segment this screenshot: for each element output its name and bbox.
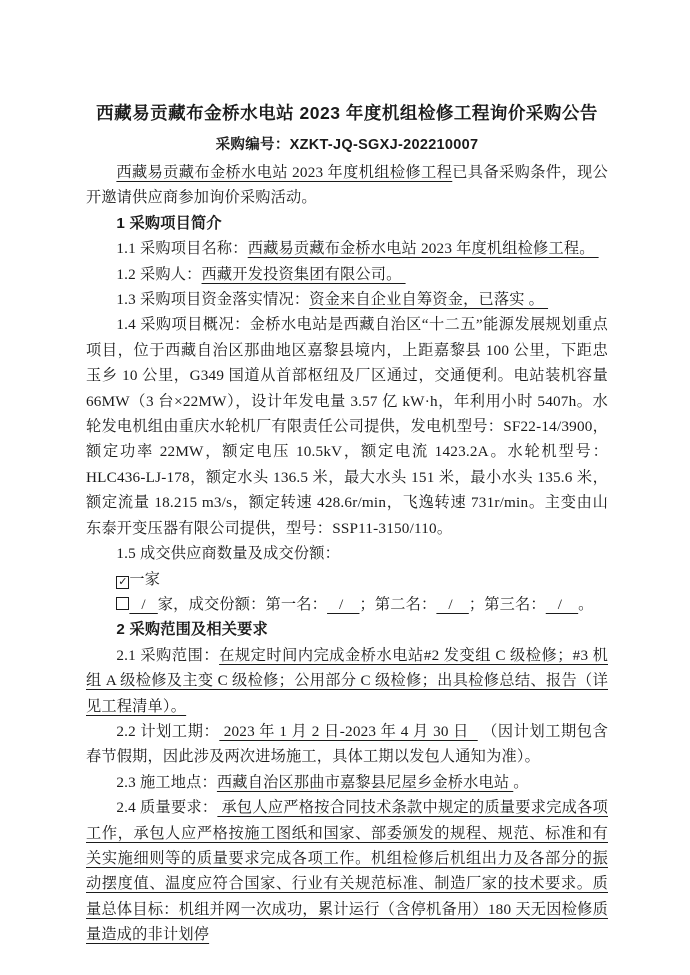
text-run: / [129, 595, 158, 613]
text-run: 。 [578, 595, 594, 613]
text-run: 1.4 采购项目概况：金桥水电站是西藏自治区“十二五”能源发展规划重点项目，位于西藏自治区那曲地区嘉黎县境内，上距嘉黎县 100 公里，下距忠玉乡 10 公里，G349 国道从首部枢纽及厂区通过，交通便利。电站装机容量 66MW（3 台×22MW），设计年发电量 3.57 亿 kW·h，年利用小时 5407h。水轮发电机组由重庆水轮机厂有限责任公司提供，发电机型号：SF22-14/3900，额定功率 22MW，额定电压 10.5kV，额定电流 1423.2A。水轮机型号：HLC436-LJ-178，额定水头 136.5 米，最大水头 151 米，最小水头 135.6 米，额定流量 18.215 m3/s，额定转速 428.6r/min，飞逸转速 731r/min。主变由山东泰开变压器有限公司提供，型号：SSP11-3150/110。 [86, 316, 608, 537]
checkbox-empty-icon [116, 597, 129, 610]
section-2-heading: 2 采购范围及相关要求 [116, 621, 268, 639]
text-run: 2.1 采购范围： [116, 646, 220, 664]
clause-2-4-quality [86, 795, 608, 947]
text-run: 2.2 计划工期： [116, 722, 220, 740]
text-run: 2023 年 1 月 2 日-2023 年 4 月 30 日 [219, 722, 478, 740]
text-run: 1.2 采购人： [116, 265, 202, 283]
text-run: 1.1 采购项目名称： [116, 240, 248, 258]
text-run: / [327, 595, 360, 613]
text-run: 2.3 施工地点： [116, 773, 217, 791]
text-run: 一家 [129, 570, 161, 588]
section-1-heading: 1 采购项目简介 [116, 214, 222, 232]
intro-paragraph [86, 160, 608, 211]
text-run: 西藏自治区那曲市嘉黎县尼屋乡金桥水电站 [216, 773, 514, 791]
clause-1-5-supplier-share [86, 541, 608, 566]
text-run: 西藏易贡藏布金桥水电站 2023 年度机组检修工程 [116, 164, 453, 181]
clause-1-1-project-name [86, 236, 608, 261]
clause-2-1-scope [86, 643, 608, 719]
text-run: 在规定时间内完成金桥水电站#2 发变组 C 级检修；#3 机组 A 级检修及主变 C 级检修；公用部分 C 级检修；出具检修总结、报告（详见工程清单）。 [86, 646, 608, 715]
text-run: 已具备采购条件，现公开邀请供应商参加询价采购活动。 [86, 164, 609, 207]
text-run: 。 [513, 773, 529, 791]
text-run: 资金来自企业自筹资金，已落实 。 [309, 291, 549, 309]
text-run: / [545, 595, 579, 613]
doc-title: 西藏易贡藏布金桥水电站 2023 年度机组检修工程询价采购公告 [96, 103, 598, 123]
procurement-number: 采购编号：XZKT-JQ-SGXJ-202210007 [215, 137, 479, 153]
text-run: （因计划工期包含春节假期，因此涉及两次进场施工，具体工期以发包人通知为准）。 [86, 722, 608, 766]
supplier-option-multiple [86, 592, 608, 617]
clause-2-2-schedule [86, 719, 608, 770]
text-run: 西藏易贡藏布金桥水电站 2023 年度机组检修工程。 [247, 240, 599, 258]
text-run: 1.5 成交供应商数量及成交份额： [116, 545, 341, 563]
text-run: 1.3 采购项目资金落实情况： [116, 291, 310, 309]
text-run: 承包人应严格按合同技术条款中规定的质量要求完成各项工作，承包人应严格按施工图纸和国家、部委颁发的规程、规范、标准和有关实施细则等的质量要求完成各项工作。机组检修后机组出力及各部分的振动摆度值、温度应符合国家、行业有关规范标准、制造厂家的技术要求。质量总体目标：机组并网一次成功，累计运行（含停机备用）180 天无因检修质量造成的非计划停 [86, 799, 608, 944]
clause-2-3-location [86, 770, 608, 795]
clause-1-2-purchaser [86, 262, 608, 287]
clause-1-4-overview [86, 312, 608, 541]
clause-1-3-funding [86, 287, 608, 312]
text-run: 2.4 质量要求： [116, 799, 218, 817]
text-run: 家，成交份额：第一名： [157, 595, 328, 613]
text-run: ；第三名： [468, 595, 546, 613]
text-run: 西藏开发投资集团有限公司。 [201, 265, 406, 283]
text-run: ；第二名： [359, 595, 437, 613]
checkbox-checked-icon: ✓ [118, 574, 128, 588]
text-run: / [436, 595, 469, 613]
supplier-option-single [86, 567, 608, 592]
